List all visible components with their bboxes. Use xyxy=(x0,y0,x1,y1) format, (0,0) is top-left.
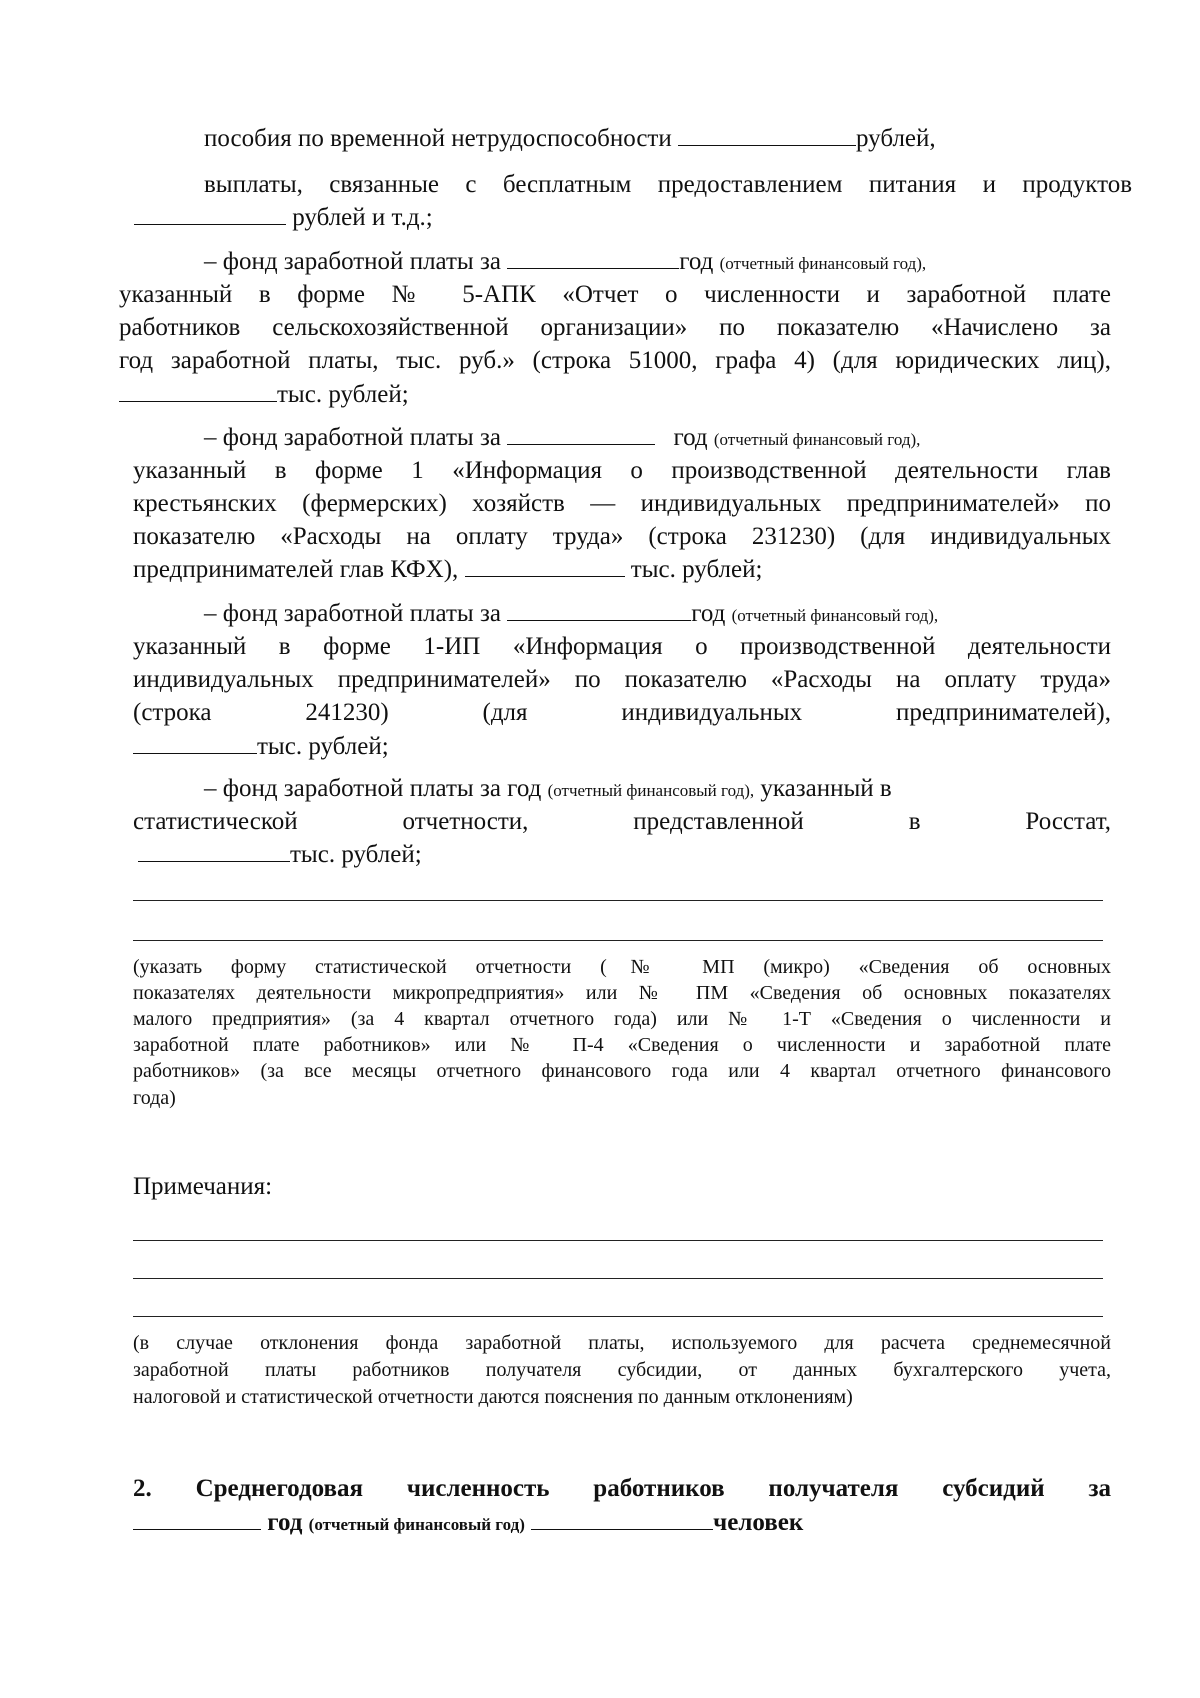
section-2-title: 2. Среднегодовая численность работников получателя субсидий за xyxy=(133,1475,1111,1502)
statistical-form-note-line-2 xyxy=(133,980,1111,1007)
payroll-rosstat-amount-field[interactable] xyxy=(138,841,290,862)
section-2-year-line xyxy=(133,1508,803,1540)
payroll-label: – фонд заработной платы за xyxy=(204,424,501,451)
year-label: год xyxy=(691,600,726,627)
payroll-form1-line-4 xyxy=(133,522,1111,552)
statistical-form-note-line-5 xyxy=(133,1058,1111,1085)
sick-leave-label: пособия по временной нетрудоспособности xyxy=(204,125,672,152)
payroll-5apk-line-3 xyxy=(119,313,1111,343)
deviation-note-line-2 xyxy=(133,1357,1111,1384)
indicated-in-label: указанный в xyxy=(760,775,892,802)
payroll-1ip-first-line xyxy=(204,599,938,631)
payroll-label: – фонд заработной платы за xyxy=(204,248,501,275)
thousand-rubles-label: тыс. рублей; xyxy=(630,556,763,583)
note-text: года) xyxy=(133,1087,176,1109)
payroll-5apk-text-2: указанный в форме № 5-АПК «Отчет о численности и заработной плате xyxy=(119,281,1111,308)
meals-payments-label: выплаты, связанные с бесплатным предоставлением питания и продуктов xyxy=(204,171,1132,198)
statistical-form-entry-line-2[interactable] xyxy=(133,940,1103,941)
note-text: (в случае отклонения фонда заработной платы, используемого для расчета среднемесячной xyxy=(133,1332,1111,1354)
payroll-5apk-first-line xyxy=(204,247,926,279)
deviation-note-line-1 xyxy=(133,1330,1111,1357)
payroll-1ip-text-2: указанный в форме 1-ИП «Информация о производственной деятельности xyxy=(133,633,1111,660)
note-text: (указать форму статистической отчетности (№ МП (микро) «Сведения об основных xyxy=(133,956,1111,978)
payroll-5apk-line-4 xyxy=(119,346,1111,376)
headcount-year-field[interactable] xyxy=(133,1509,261,1530)
kfh-label: предпринимателей глав КФХ), xyxy=(133,556,459,583)
payroll-form1-text-2: указанный в форме 1 «Информация о производственной деятельности глав xyxy=(133,457,1111,484)
rubles-label: рублей, xyxy=(856,125,936,152)
note-text: работников» (за все месяцы отчетного финансового года или 4 квартал отчетного финансового xyxy=(133,1060,1111,1082)
payroll-rosstat-text-2: статистической отчетности, представленной в Росстат, xyxy=(133,808,1111,835)
payroll-form1-amount-field[interactable] xyxy=(465,556,625,577)
statistical-form-entry-line-1[interactable] xyxy=(133,900,1103,901)
statistical-form-note-line-3 xyxy=(133,1006,1111,1033)
payroll-rosstat-amount-line xyxy=(138,840,422,870)
payroll-label: – фонд заработной платы за xyxy=(204,600,501,627)
payroll-form1-line-2 xyxy=(133,456,1111,486)
thousand-rubles-label: тыс. рублей; xyxy=(290,841,422,868)
note-text: малого предприятия» (за 4 квартал отчетного года) или № 1-Т «Сведения о численности и xyxy=(133,1008,1111,1030)
payroll-1ip-line-2 xyxy=(133,632,1111,662)
rubles-etc-label: рублей и т.д.; xyxy=(292,204,433,231)
statistical-form-note-line-6 xyxy=(133,1085,176,1112)
remarks-text: Примечания: xyxy=(133,1173,273,1200)
fiscal-year-note: (отчетный финансовый год), xyxy=(731,606,939,625)
thousand-rubles-label: тыс. рублей; xyxy=(277,381,409,408)
fiscal-year-note: (отчетный финансовый год) xyxy=(308,1515,525,1534)
payroll-5apk-text-3: работников сельскохозяйственной организации» по показателю «Начислено за xyxy=(119,314,1111,341)
remarks-entry-line-1[interactable] xyxy=(133,1240,1103,1241)
statistical-form-note-line-1 xyxy=(133,954,1111,981)
meals-payments-amount-line xyxy=(134,203,433,233)
note-text: показателях деятельности микропредприятия» или № ПМ «Сведения об основных показателях xyxy=(133,982,1111,1004)
deviation-note-line-3 xyxy=(133,1384,853,1411)
remarks-label xyxy=(133,1172,272,1202)
payroll-form1-line-3 xyxy=(133,489,1111,519)
payroll-5apk-line-2 xyxy=(119,280,1111,310)
payroll-1ip-amount-line xyxy=(133,732,389,762)
payroll-rosstat-first-line xyxy=(204,774,892,806)
fiscal-year-note: (отчетный финансовый год), xyxy=(719,254,927,273)
payroll-year-label: – фонд заработной платы за год xyxy=(204,775,542,802)
payroll-1ip-text-3: индивидуальных предпринимателей» по показателю «Расходы на оплату труда» xyxy=(133,666,1111,693)
payroll-form1-amount-line xyxy=(133,555,762,585)
section-2-heading xyxy=(133,1474,1111,1504)
payroll-form1-first-line xyxy=(204,423,920,455)
meals-amount-field[interactable] xyxy=(134,204,286,225)
payroll-form1-year-field[interactable] xyxy=(507,424,655,445)
statistical-form-note-line-4 xyxy=(133,1032,1111,1059)
thousand-rubles-label: тыс. рублей; xyxy=(257,733,389,760)
note-text: заработной плате работников» или № П-4 «Сведения о численности и заработной плате xyxy=(133,1034,1111,1056)
sick-leave-amount-field[interactable] xyxy=(678,125,856,146)
payroll-5apk-text-4: год заработной платы, тыс. руб.» (строка 51000, графа 4) (для юридических лиц), xyxy=(119,347,1111,374)
persons-label: человек xyxy=(713,1509,804,1536)
payroll-5apk-amount-line xyxy=(119,380,409,410)
remarks-entry-line-3[interactable] xyxy=(133,1316,1103,1317)
note-text: заработной платы работников получателя субсидии, от данных бухгалтерского учета, xyxy=(133,1359,1111,1381)
note-text: налоговой и статистической отчетности даются пояснения по данным отклонениям) xyxy=(133,1386,853,1408)
payroll-rosstat-line-2 xyxy=(133,807,1111,837)
fiscal-year-note: (отчетный финансовый год), xyxy=(713,430,921,449)
sick-leave-line xyxy=(204,124,936,154)
remarks-entry-line-2[interactable] xyxy=(133,1278,1103,1279)
payroll-5apk-year-field[interactable] xyxy=(507,248,679,269)
headcount-value-field[interactable] xyxy=(531,1509,713,1530)
payroll-1ip-line-3 xyxy=(133,665,1111,695)
payroll-1ip-text-4: (строка 241230) (для индивидуальных предпринимателей), xyxy=(133,699,1111,726)
payroll-5apk-amount-field[interactable] xyxy=(119,381,277,402)
payroll-1ip-line-4 xyxy=(133,698,1111,728)
fiscal-year-note: (отчетный финансовый год), xyxy=(547,781,755,800)
payroll-1ip-amount-field[interactable] xyxy=(133,733,257,754)
payroll-form1-text-4: показателю «Расходы на оплату труда» (строка 231230) (для индивидуальных xyxy=(133,523,1111,550)
year-label: год xyxy=(267,1509,303,1536)
year-label: год xyxy=(673,424,708,451)
year-label: год xyxy=(679,248,714,275)
payroll-1ip-year-field[interactable] xyxy=(507,600,691,621)
meals-payments-line xyxy=(204,170,1132,200)
payroll-form1-text-3: крестьянских (фермерских) хозяйств — индивидуальных предпринимателей» по xyxy=(133,490,1111,517)
